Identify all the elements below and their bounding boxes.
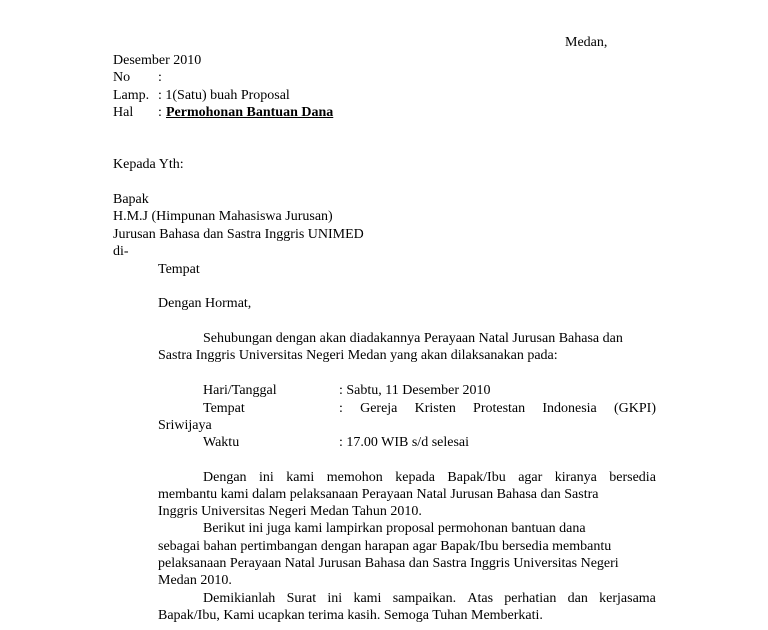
para1-word: kami xyxy=(286,470,315,485)
para3-line-1 xyxy=(203,590,656,607)
recipient-line-5: Tempat xyxy=(158,262,200,277)
para2-line-4: Medan 2010. xyxy=(158,573,232,588)
lamp-label: Lamp. xyxy=(113,88,150,103)
place-word: (GKPI) xyxy=(613,401,656,416)
day-label: Hari/Tanggal xyxy=(203,383,277,398)
para1-word: ini xyxy=(259,470,274,485)
time-value: : 17.00 WIB s/d selesai xyxy=(339,435,470,450)
hal-colon: : xyxy=(158,105,162,120)
intro-line-1: Sehubungan dengan akan diadakannya Perayaan Natal Jurusan Bahasa dan xyxy=(203,331,623,346)
para1-word: Dengan xyxy=(203,470,247,485)
para3-word: ini xyxy=(327,591,343,606)
recipient-line-2: H.M.J (Himpunan Mahasiswa Jurusan) xyxy=(113,209,333,224)
para2-line-3: pelaksanaan Perayaan Natal Jurusan Bahasa dan Sastra Inggris Universitas Negeri xyxy=(158,556,619,571)
para3-word: Surat xyxy=(286,591,317,606)
para1-word: agar xyxy=(518,470,543,485)
letter-date: Desember 2010 xyxy=(113,53,202,68)
para3-word: Atas xyxy=(467,591,494,606)
lamp-value: : 1(Satu) buah Proposal xyxy=(158,88,290,103)
para1-line-2: membantu kami dalam pelaksanaan Perayaan Natal Jurusan Bahasa dan Sastra xyxy=(158,487,599,502)
letter-place: Medan, xyxy=(565,35,608,50)
no-label: No xyxy=(113,70,131,85)
para3-word: dan xyxy=(567,591,588,606)
no-value: : xyxy=(158,70,162,85)
place-word: : xyxy=(339,401,343,416)
para2-line-2: sebagai bahan pertimbangan dengan harapan agar Bapak/Ibu bersedia membantu xyxy=(158,539,612,554)
recipient-line-1: Bapak xyxy=(113,192,149,207)
place-word: Gereja xyxy=(360,401,398,416)
para3-word: Demikianlah xyxy=(203,591,276,606)
para1-line-1 xyxy=(203,469,656,486)
place-word: Protestan xyxy=(473,401,526,416)
place-word: Indonesia xyxy=(542,401,597,416)
place-value xyxy=(339,400,656,417)
para1-word: kepada xyxy=(395,470,435,485)
hal-value: Permohonan Bantuan Dana xyxy=(166,105,334,120)
place-label: Tempat xyxy=(203,401,245,416)
para1-word: kiranya xyxy=(554,470,597,485)
para3-word: perhatian xyxy=(504,591,557,606)
recipient-line-3: Jurusan Bahasa dan Sastra Inggris UNIMED xyxy=(113,227,364,242)
hal-label: Hal xyxy=(113,105,134,120)
recipient-line-4: di- xyxy=(113,244,129,259)
intro-line-2: Sastra Inggris Universitas Negeri Medan yang akan dilaksanakan pada: xyxy=(158,348,558,363)
salutation: Dengan Hormat, xyxy=(158,296,252,311)
para2-line-1: Berikut ini juga kami lampirkan proposal permohonan bantuan dana xyxy=(203,521,586,536)
para3-word: kerjasama xyxy=(599,591,656,606)
para3-word: sampaikan. xyxy=(392,591,457,606)
place-word: Kristen xyxy=(414,401,456,416)
place-value-cont: Sriwijaya xyxy=(158,418,212,433)
para1-word: memohon xyxy=(326,470,383,485)
time-label: Waktu xyxy=(203,435,240,450)
para1-word: bersedia xyxy=(609,470,656,485)
recipient-greeting: Kepada Yth: xyxy=(113,157,184,172)
day-value: : Sabtu, 11 Desember 2010 xyxy=(339,383,491,398)
para3-word: kami xyxy=(353,591,382,606)
para1-word: Bapak/Ibu xyxy=(447,470,506,485)
para1-line-3: Inggris Universitas Negeri Medan Tahun 2010. xyxy=(158,504,422,519)
para3-line-2: Bapak/Ibu, Kami ucapkan terima kasih. Semoga Tuhan Memberkati. xyxy=(158,608,543,623)
